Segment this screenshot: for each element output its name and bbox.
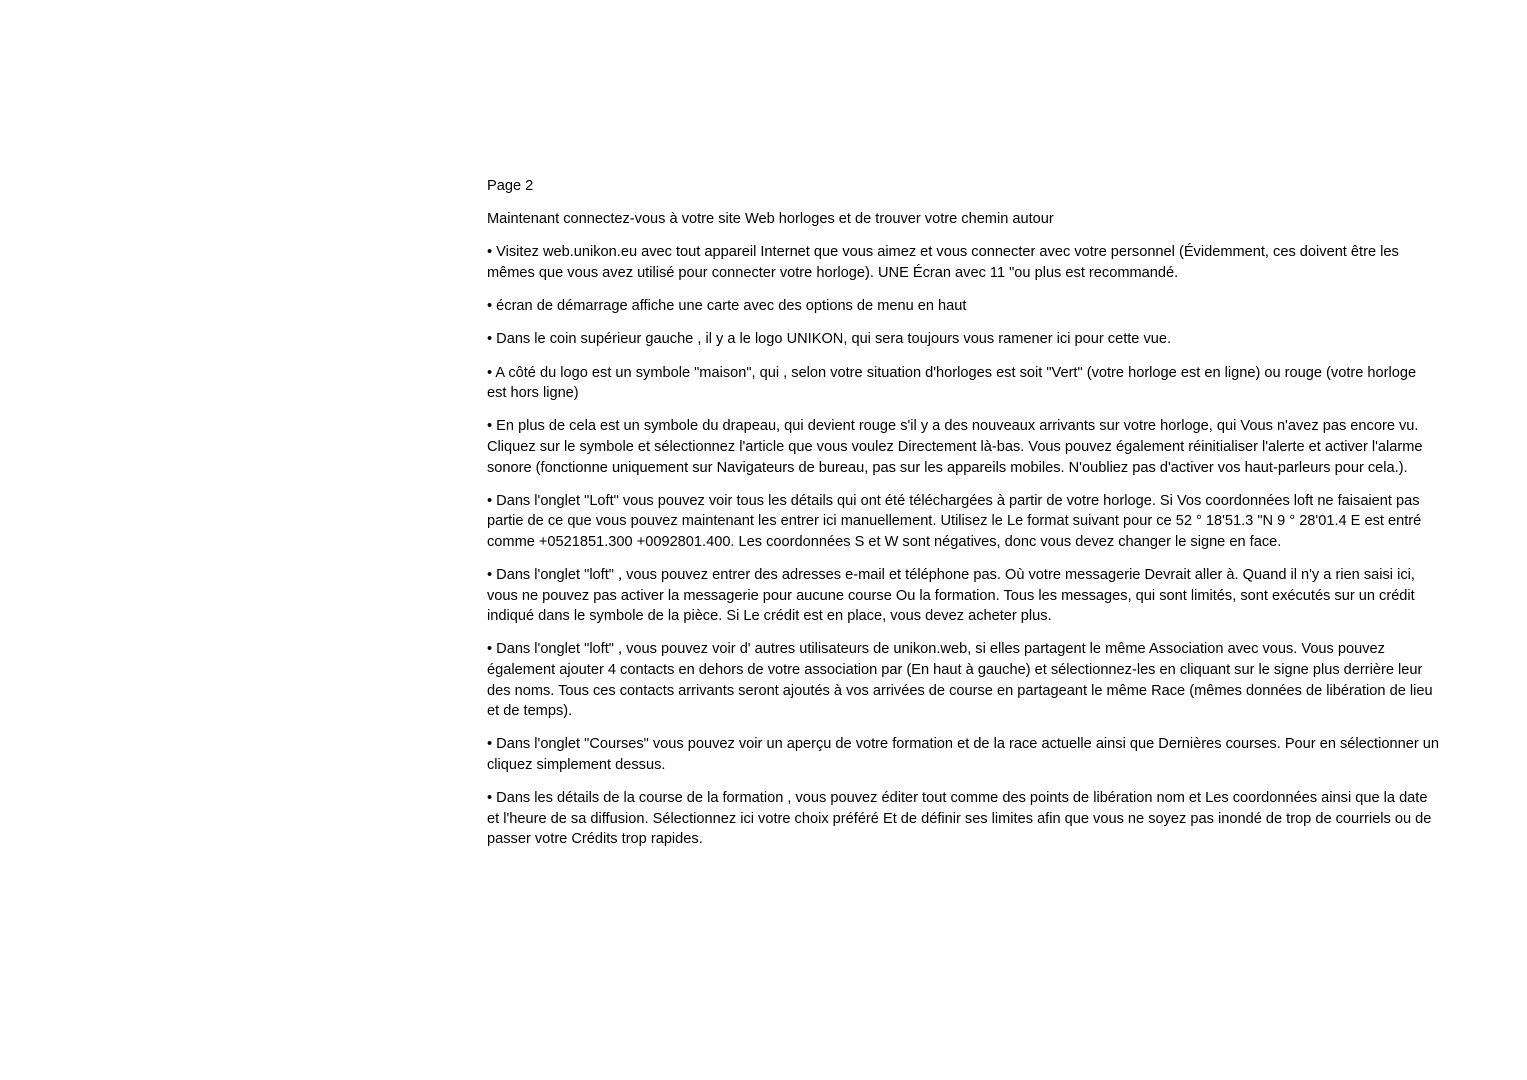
- paragraph-loft-messaging: • Dans l'onglet "loft" , vous pouvez entrer des adresses e-mail et téléphone pas. Où votre messagerie Devrait aller à. Quand il n'y a rien saisi ici, vous ne pouvez pas activer la messagerie pour aucune course Ou la formation. Tous les messages, qui sont limités, sont exécutés sur un crédit indiqué dans le symbole de la pièce. Si Le crédit est en place, vous devez acheter plus.: [487, 567, 1415, 625]
- paragraph-loft-contacts: • Dans l'onglet "loft" , vous pouvez voir d' autres utilisateurs de unikon.web, si elles partagent le même Association avec vous. Vous pouvez également ajouter 4 contacts en dehors de votre association par (En haut à gauche) et sélectionnez-les en cliquant sur le signe plus derrière leur des noms. Tous ces contacts arrivants seront ajoutés à vos arrivées de course en partageant le même Race (mêmes données de libération de lieu et de temps).: [487, 641, 1433, 720]
- page-heading: Maintenant connectez-vous à votre site Web horloges et de trouver votre chemin autour: [487, 211, 1054, 228]
- paragraph-logo: • Dans le coin supérieur gauche , il y a le logo UNIKON, qui sera toujours vous ramener ici pour cette vue.: [487, 331, 1172, 348]
- document-body: [487, 176, 1439, 863]
- paragraph-website-access: • Visitez web.unikon.eu avec tout appareil Internet que vous aimez et vous connecter avec votre personnel (Évidemment, ces doivent être les mêmes que vous avez utilisé pour connecter votre horloge). UNE Écran avec 11 "ou plus est recommandé.: [487, 244, 1399, 281]
- paragraph-house-symbol: • A côté du logo est un symbole "maison", qui , selon votre situation d'horloges est soit "Vert" (votre horloge est en ligne) ou rouge (votre horloge est hors ligne): [487, 364, 1417, 402]
- paragraph-courses-tab: • Dans l'onglet "Courses" vous pouvez voir un aperçu de votre formation et de la race actuelle ainsi que Dernières courses. Pour en sélectionner un cliquez simplement dessus.: [487, 736, 1439, 773]
- paragraph-flag-symbol: • En plus de cela est un symbole du drapeau, qui devient rouge s'il y a des nouveaux arrivants sur votre horloge, qui Vous n'avez pas encore vu. Cliquez sur le symbole et sélectionnez l'article que vous voulez Directement là-bas. Vous pouvez également réinitialiser l'alerte et activer l'alarme sonore (fonctionne uniquement sur Navigateurs de bureau, pas sur les appareils mobiles. N'oubliez pas d'activer vos haut-parleurs pour cela.).: [487, 418, 1423, 476]
- paragraph-loft-details: • Dans l'onglet "Loft" vous pouvez voir tous les détails qui ont été téléchargées à partir de votre horloge. Si Vos coordonnées loft ne faisaient pas partie de ce que vous pouvez maintenant les entrer ici manuellement. Utilisez le Le format suivant pour ce 52 ° 18'51.3 "N 9 ° 28'01.4 E est entré comme +0521851.300 +0092801.400. Les coordonnées S et W sont négatives, donc vous devez changer le signe en face.: [487, 492, 1422, 550]
- paragraph-start-screen: • écran de démarrage affiche une carte avec des options de menu en haut: [487, 298, 967, 315]
- paragraph-course-details: • Dans les détails de la course de la formation , vous pouvez éditer tout comme des points de libération nom et Les coordonnées ainsi que la date et l'heure de sa diffusion. Sélectionnez ici votre choix préféré Et de définir ses limites afin que vous ne soyez pas inondé de trop de courriels ou de passer votre Crédits trop rapides.: [487, 790, 1432, 848]
- page-label: Page 2: [487, 178, 534, 194]
